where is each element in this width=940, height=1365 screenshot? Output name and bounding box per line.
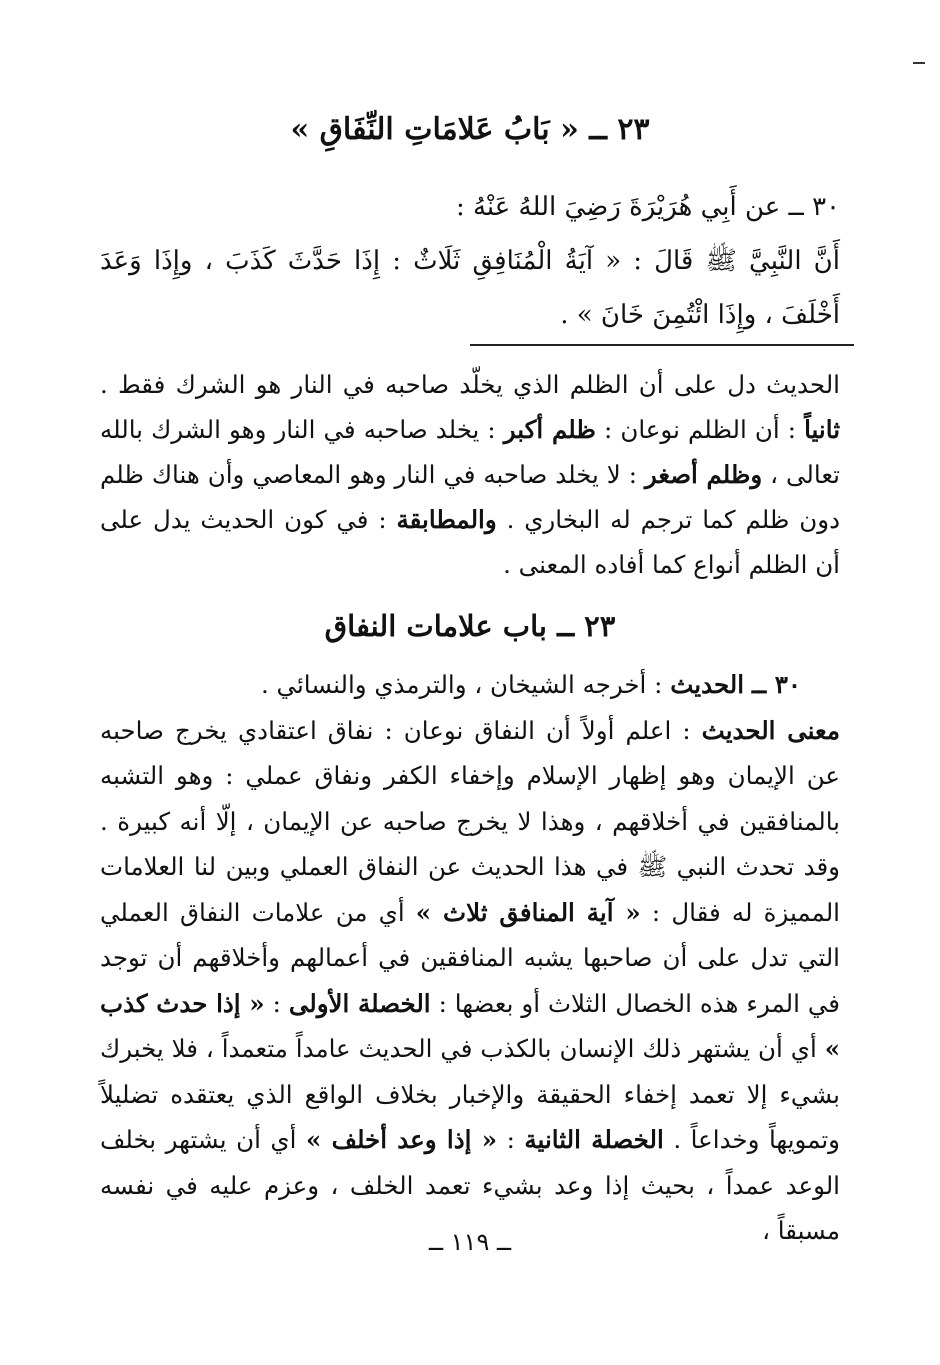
hadith-number: ٣٠ ــ [751, 670, 802, 699]
commentary-bold-hadith: الحديث [670, 670, 745, 699]
commentary-paragraph-1 [100, 662, 840, 708]
corner-mark [913, 62, 925, 64]
commentary-block [100, 662, 840, 1254]
commentary-top-paragraph [100, 362, 840, 587]
hadith-narrator: ٣٠ ــ عن أَبِي هُرَيْرَةَ رَضِيَ اللهُ عَنْهُ : [455, 192, 840, 222]
footnote-divider [470, 344, 854, 346]
commentary-bold-meaning: معنى الحديث [701, 715, 840, 745]
commentary-bold-quote-2: « إذا حدث كذب » [100, 988, 840, 1063]
commentary-top-bold-3: وظلم أصغر [644, 460, 763, 489]
page-number: ــ ١١٩ ــ [428, 1228, 512, 1256]
commentary-bold-quote-3: « إذا وعد أخلف » [305, 1125, 498, 1154]
commentary-text-4: أي أن يشتهر ذلك الإنسان بالكذب في الحديث عامداً متعمداً ، فلا يخبرك بشيء إلا تعمد إخفاء الحقيقة والإخبار بخلاف الواقع الذي يعتقده تضليلاً وتمويهاً وخداعاً . [100, 1034, 841, 1154]
commentary-paragraph-2 [100, 708, 840, 1254]
commentary-top-text-3: : يخلد صاحبه في النار وهو الشرك بالله تعالى ، [100, 415, 840, 489]
commentary-top-text-2: : أن الظلم نوعان : [604, 415, 796, 444]
commentary-text-1: : اعلم أولاً أن النفاق نوعان : نفاق اعتقادي يخرج صاحبه عن الإيمان وهو إظهار الإسلام وإخفاء الكفر ونفاق عملي : وهو التشبه بالمنافقين في أخلاقهم ، وهذا لا يخرج صاحبه عن الإيمان ، إلّا أنه كبيرة . وقد تحدث النبي ﷺ في هذا الحديث عن النفاق العملي وبين لنا العلامات المميزة له فقال : [100, 715, 840, 927]
commentary-text-takhrij: : أخرجه الشيخان ، والترمذي والنسائي . [260, 670, 663, 699]
commentary-top-text-4: : لا يخلد صاحبه في النار وهو المعاصي وأن هناك ظلم دون ظلم كما ترجم له البخاري . [100, 460, 840, 534]
commentary-text-2: أي من علامات النفاق العملي التي تدل على أن صاحبها يشبه المنافقين في أعمالهم وأخلاقهم أن توجد في المرء هذه الخصال الثلاث أو بعضها : [100, 897, 840, 1018]
commentary-bold-quote-1: « آية المنافق ثلاث » [415, 897, 641, 927]
commentary-top-bold-2: ظلم أكبر [503, 415, 596, 444]
section-title: ٢٣ ــ باب علامات النفاق [324, 609, 616, 643]
commentary-top-text-5: : في كون الحديث يدل على أن الظلم أنواع كما أفاده المعنى . [100, 505, 840, 579]
commentary-top-bold-1: ثانياً [804, 415, 841, 444]
commentary-text-6: أي أن يشتهر بخلف الوعد عمداً ، بحيث إذا وعد بشيء تعمد الخلف ، وعزم عليه في نفسه مسبقاً ، [100, 1125, 840, 1245]
commentary-top-block [100, 362, 840, 587]
hadith-text-block [100, 180, 840, 342]
commentary-text-5: : [506, 1125, 515, 1154]
chapter-title: ٢٣ ــ « بَابُ عَلامَاتِ النِّفَاقِ » [290, 112, 650, 147]
hadith-text: أَنَّ النَّبِيَّ ﷺ قَالَ : « آيَةُ الْمُنَافِقِ ثَلَاثٌ : إِذَا حَدَّثَ كَذَبَ ، وإِذَا وَعَدَ أَخْلَفَ ، وإِذَا ائْتُمِنَ خَانَ » . [100, 246, 840, 330]
commentary-top-bold-4: والمطابقة [396, 505, 497, 534]
commentary-bold-trait-1: الخصلة الأولى [288, 988, 431, 1018]
commentary-text-3: : [272, 988, 281, 1018]
commentary-top-text-1: الحديث دل على أن الظلم الذي يخلّد صاحبه في النار هو الشرك فقط . [100, 370, 840, 399]
commentary-bold-trait-2: الخصلة الثانية [524, 1125, 664, 1154]
